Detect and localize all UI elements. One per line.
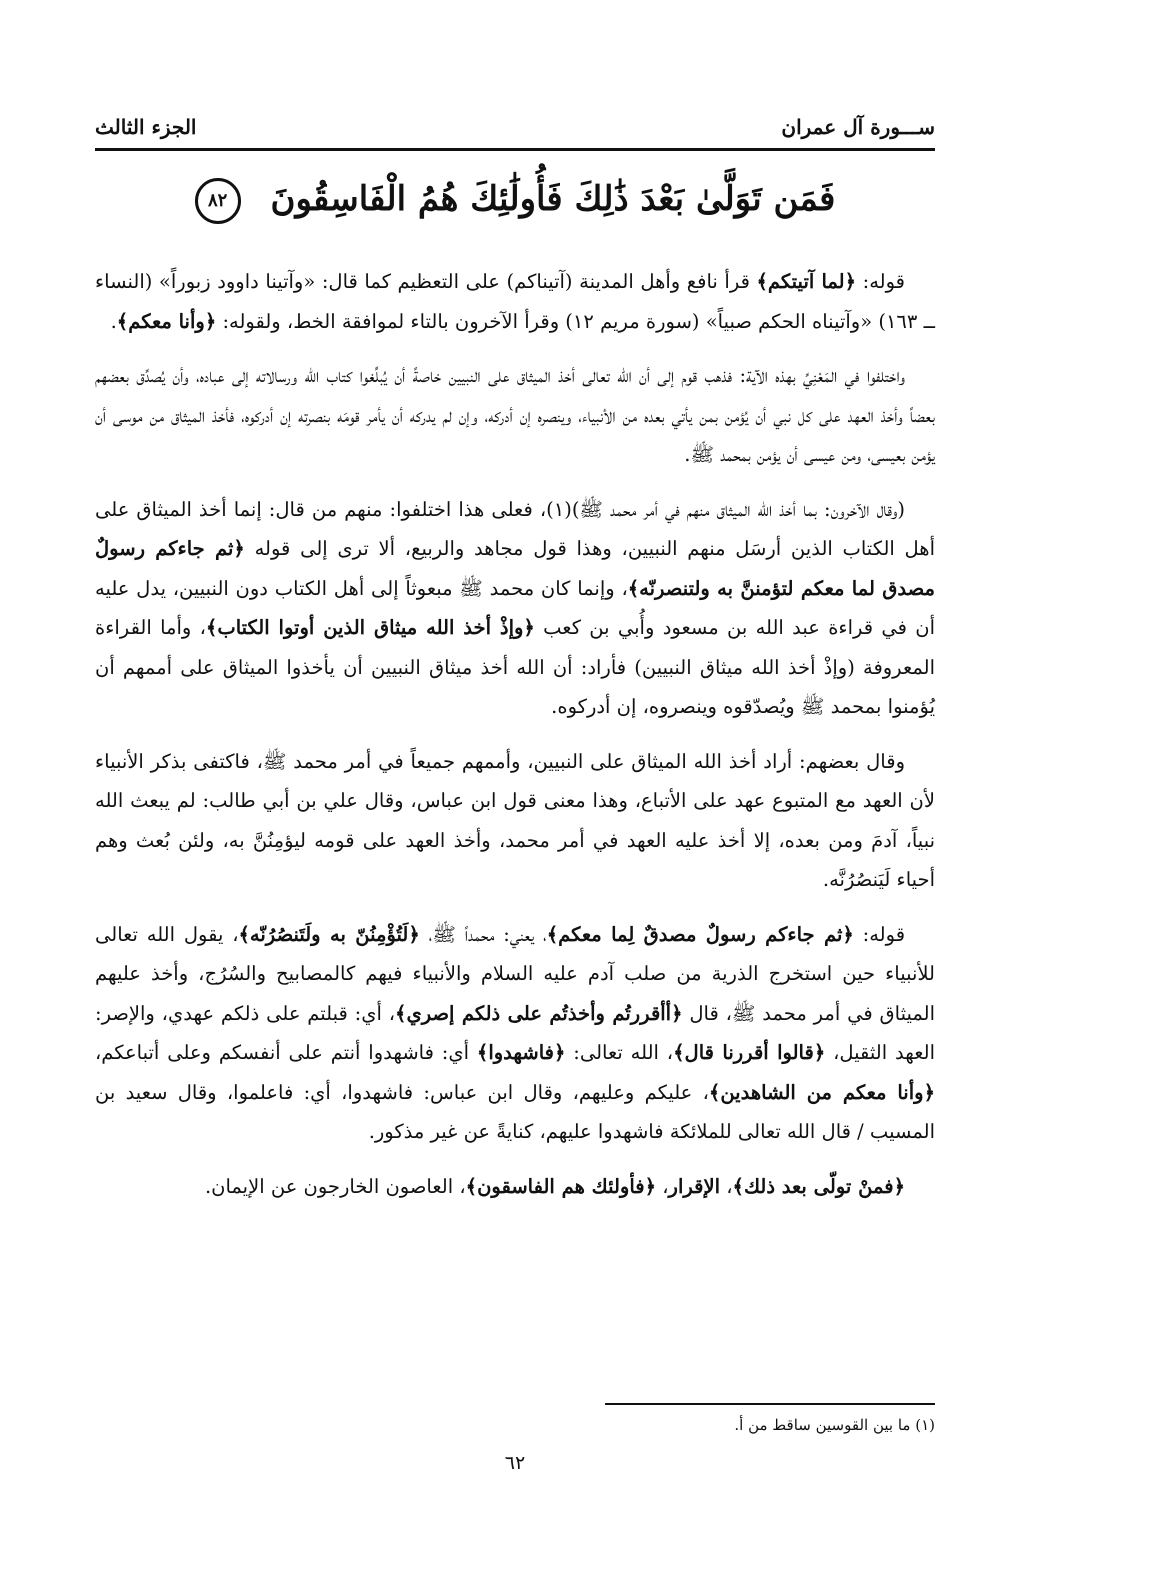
- part-title: الجزء الثالث: [95, 115, 197, 139]
- paragraph: [95, 356, 935, 475]
- quoted-verse: ﴿لَتُؤْمِنُنّ به ولَتَنصُرُنّه﴾: [238, 922, 420, 946]
- quoted-verse: ﴿وأنا معكم من الشاهدين﴾: [708, 1080, 935, 1104]
- quoted-verse: ﴿ثم جاءكم رسولٌ مصدقٌ لِما معكم﴾: [546, 922, 854, 946]
- text-run: واختلفوا في المَعْنِيِّ بهذه الآية: فذهب قوم إلى أن الله تعالى أخذ الميثاق على النبيين خاصةً أن يُبلِّغوا كتاب الله ورسالاته إلى عباده، وأن يُصدِّق بعضهم بعضاً وأخذ العهد على كل نبي أن يُؤمن بمن يأتي بعده من الأنبياء، وينصره إن أدركه، وإن لم يدركه أن يأمر قومَه بنصرته إن أدركوه، فأخذ الميثاق من موسى أن يؤمن بعيسى، ومن عيسى أن يؤمن بمحمد ﷺ.: [95, 364, 935, 466]
- text-run: ، العاصون الخارجون عن الإيمان.: [204, 1174, 466, 1198]
- verse-text: فَمَن تَوَلَّىٰ بَعْدَ ذَٰلِكَ فَأُولَٰئِكَ هُمُ الْفَاسِقُونَ: [270, 179, 836, 219]
- paragraph: [95, 490, 935, 727]
- text-run: (وقال الآخرون: بما أخذ الله الميثاق منهم في أمر محمد ﷺ)(١)، فعلى هذا اختلفوا: منهم من قال: إنما أخذ الميثاق على أهل الكتاب الذين أرسَل منهم النبيين، وهذا قول مجاهد والربيع، ألا ترى إلى قوله: [95, 497, 935, 560]
- quoted-verse: ﴿وإذْ أخذ الله ميثاق الذين أوتوا الكتاب﴾: [205, 616, 535, 639]
- footnote-rule: [605, 1403, 935, 1405]
- text-run: ، أي: قبلتم على ذلكم عهدي، والإصر: العهد الثقيل،: [95, 1001, 936, 1064]
- surah-title: ســـورة آل عمران: [781, 115, 935, 139]
- text-run: ، عليكم وعليهم، وقال ابن عباس: فاشهدوا، أي: فاعلموا، وقال سعيد بن المسيب / قال الله تعالى للملائكة فاشهدوا عليهم، كنايةً عن غير مذكور.: [95, 1080, 935, 1143]
- book-page: [95, 100, 935, 1540]
- text-run: ،: [656, 1174, 669, 1198]
- paragraph: [95, 915, 935, 1152]
- paragraph: [95, 1167, 935, 1207]
- quoted-verse: ﴿أأقررتُم وأخذتُم على ذلكم إصري﴾: [395, 1001, 683, 1025]
- verse-number-badge: ٨٢: [195, 178, 241, 224]
- text-run: أي: فاشهدوا أنتم على أنفسكم وعلى أتباعكم،: [95, 1041, 477, 1064]
- paragraph: [95, 742, 935, 900]
- quran-verse: [95, 178, 935, 224]
- quoted-verse: ﴿لما آتيتكم﴾: [756, 270, 857, 293]
- text-run: ، وإنما كان محمد ﷺ مبعوثاً إلى أهل الكتاب دون النبيين، يدل عليه أن في قراءة عبد الله بن مسعود وأُبي بن كعب: [95, 576, 936, 639]
- text-run: .: [110, 309, 117, 333]
- quoted-verse: ﴿فمنْ تولّى بعد ذلك﴾: [732, 1174, 905, 1198]
- commentary-text: [95, 262, 935, 1221]
- text-run: قوله:: [856, 270, 905, 293]
- quoted-verse: ﴿فاشهدوا﴾: [476, 1041, 566, 1064]
- paragraph: [95, 262, 935, 341]
- text-run: وقال بعضهم: أراد أخذ الله الميثاق على النبيين، وأممهم جميعاً في أمر محمد ﷺ، فاكتفى بذكر الأنبياء لأن العهد مع المتبوع عهد على الأتباع، وهذا معنى قول ابن عباس، وقال علي بن أبي طالب: لم يبعث الله نبياً، آدمَ ومن بعده، إلا أخذ عليه العهد في أمر محمد، وأخذ العهد على قومه ليؤمِنُنَّ به، ولئن بُعث وهم أحياء لَيَنصُرُنَّه.: [95, 749, 935, 891]
- header-rule: [95, 148, 935, 151]
- page-number: ٦٢: [504, 1452, 526, 1474]
- quoted-verse: الإقرار: [668, 1174, 721, 1198]
- text-run: ، الله تعالى:: [565, 1041, 674, 1064]
- text-run: ، يقول الله تعالى للأنبياء حين استخرج الذرية من صلب آدم عليه السلام والأنبياء فيهم كالمصابيح والسُرُج، وأخذ عليهم الميثاق في أمر محمد ﷺ، قال: [95, 922, 935, 1025]
- text-run: ،: [720, 1174, 733, 1198]
- quoted-verse: ﴿فأولئك هم الفاسقون﴾: [465, 1174, 657, 1198]
- page-header: [95, 115, 935, 149]
- text-run: قوله:: [853, 922, 906, 946]
- footnote: (١) ما بين القوسين ساقط من أ.: [734, 1416, 935, 1434]
- text-run: ، وأما القراءة المعروفة (وإذْ أخذ الله ميثاق النبيين) فأراد: أن الله أخذ ميثاق النبيين أن يأخذوا الميثاق على أممهم أن يُؤمنوا بمحمد ﷺ ويُصدّقوه وينصروه، إن أدركوه.: [95, 616, 935, 718]
- quoted-verse: ﴿ثم جاءكم رسولٌ مصدق لما معكم لتؤمننَّ به ولتنصرنّه﴾: [95, 537, 935, 600]
- quoted-verse: ﴿وأنا معكم﴾: [116, 309, 217, 333]
- text-run: قرأ نافع وأهل المدينة (آتيناكم) على التعظيم كما قال: «وآتينا داوود زبوراً» (النساء ــ ١٦٣) «وآتيناه الحكم صبياً» (سورة مريم ١٢) وقرأ الآخرون بالتاء لموافقة الخط، ولقوله:: [95, 270, 935, 333]
- quoted-verse: ﴿قالوا أقررنا قال﴾: [673, 1041, 826, 1064]
- text-run: ، يعني: محمداً ﷺ،: [419, 922, 547, 946]
